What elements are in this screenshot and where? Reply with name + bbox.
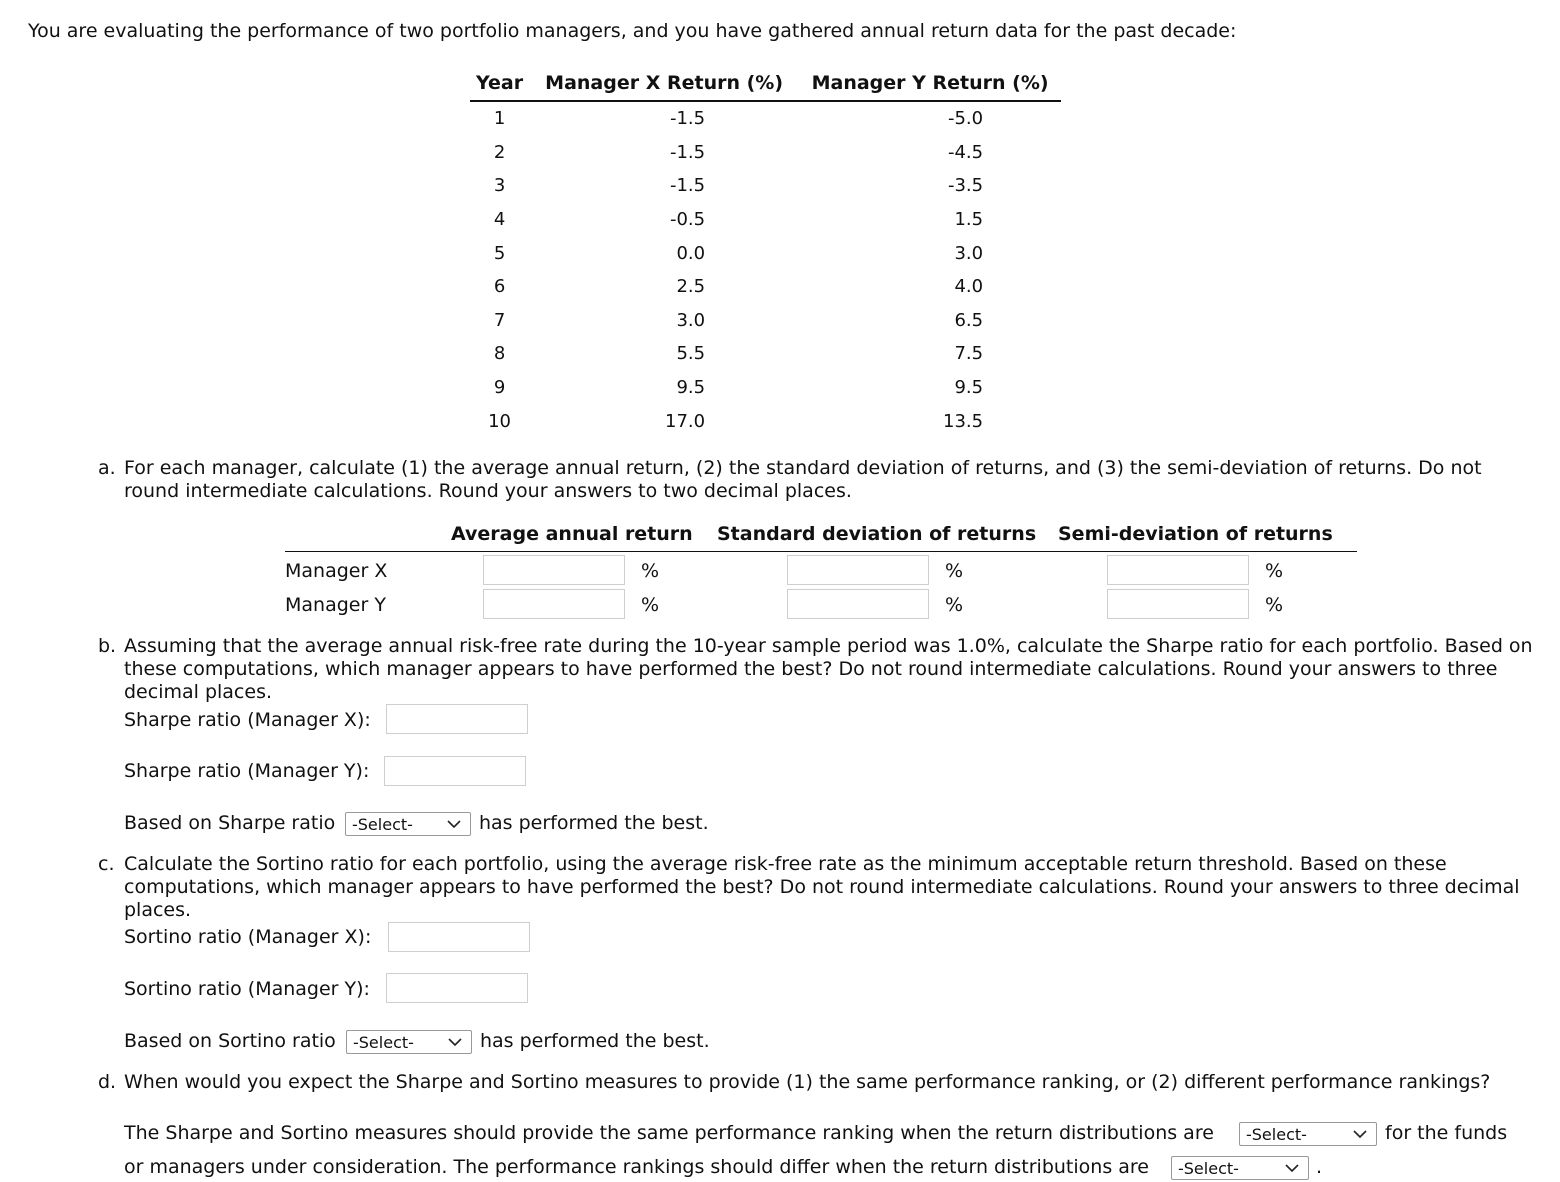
part-b-label: b. [98, 635, 117, 657]
part-d-line1-suffix: for the funds [1385, 1122, 1508, 1144]
chevron-down-icon [444, 815, 464, 833]
sortino-y-input[interactable] [386, 973, 528, 1003]
select-value: -Select- [352, 815, 413, 834]
manager-x-return: -0.5 [669, 209, 706, 231]
part-c-question [98, 853, 1538, 922]
col-header-average-return: Average annual return [451, 523, 693, 545]
manager-x-return: 5.5 [676, 343, 706, 365]
manager-x-return: -1.5 [669, 175, 706, 197]
percent-unit: % [641, 560, 660, 582]
row-label-manager-x: Manager X [285, 560, 388, 582]
sortino-best-select[interactable] [346, 1030, 472, 1054]
percent-unit: % [1265, 560, 1284, 582]
percent-unit: % [1265, 594, 1284, 616]
table-row [470, 101, 1061, 136]
row-label-manager-y: Manager Y [285, 594, 386, 616]
manager-y-return: 3.0 [954, 242, 984, 264]
part-b-text: Assuming that the average annual risk-free rate during the 10-year sample period was 1.0%, calculate the Sharpe ratio for each portfolio. Based on these computations, which manager appears to have performed the best? Do not round intermediate calculations. Round your answers to three decimal places. [124, 635, 1533, 703]
chevron-down-icon [1350, 1125, 1370, 1143]
col-header-semi-dev: Semi-deviation of returns [1058, 523, 1333, 545]
sortino-x-input[interactable] [388, 922, 530, 952]
sharpe-based-suffix: has performed the best. [479, 812, 709, 834]
manager-y-return: -4.5 [947, 141, 984, 163]
sortino-based-prefix: Based on Sortino ratio [124, 1030, 336, 1052]
percent-unit: % [945, 594, 964, 616]
year-cell: 7 [493, 309, 506, 331]
manager-y-return: 1.5 [954, 209, 984, 231]
part-c-text: Calculate the Sortino ratio for each portfolio, using the average risk-free rate as the minimum acceptable return threshold. Based on these computations, which manager appears to have performed the best? Do not round intermediate calculations. Round your answers to three decimal places. [124, 853, 1520, 921]
sortino-based-suffix: has performed the best. [480, 1030, 710, 1052]
year-cell: 2 [493, 141, 506, 163]
table-row [470, 304, 1061, 338]
manager-y-return: 9.5 [954, 377, 984, 399]
part-a-text: For each manager, calculate (1) the average annual return, (2) the standard deviation of returns, and (3) the semi-deviation of returns. Do not round intermediate calculations. Round your answers to two decimal places. [124, 457, 1482, 502]
table-row [470, 169, 1061, 203]
sharpe-x-input[interactable] [386, 704, 528, 734]
sharpe-best-select[interactable] [345, 812, 471, 836]
manager-y-return: 7.5 [954, 343, 984, 365]
col-header-manager-y: Manager Y Return (%) [799, 68, 1061, 101]
table-row [470, 136, 1061, 170]
table-row [470, 236, 1061, 270]
manager-x-semi-dev-input[interactable] [1107, 555, 1249, 585]
year-cell: 9 [493, 377, 506, 399]
header-divider [285, 551, 1357, 552]
different-ranking-select[interactable] [1171, 1156, 1309, 1180]
manager-x-return: 9.5 [676, 377, 706, 399]
manager-x-return: -1.5 [669, 108, 706, 130]
table-row [470, 371, 1061, 405]
year-cell: 5 [493, 242, 506, 264]
year-cell: 4 [493, 209, 506, 231]
part-d-text: When would you expect the Sharpe and Sortino measures to provide (1) the same performance ranking, or (2) different performance rankings? [124, 1071, 1491, 1093]
returns-table-header [470, 68, 1061, 101]
part-d-line2-prefix: or managers under consideration. The performance rankings should differ when the return distributions are [124, 1156, 1149, 1178]
sharpe-y-input[interactable] [384, 756, 526, 786]
sharpe-x-label: Sharpe ratio (Manager X): [124, 709, 371, 731]
manager-y-return: -3.5 [947, 175, 984, 197]
year-cell: 6 [493, 276, 506, 298]
manager-x-return: 0.0 [676, 242, 706, 264]
manager-y-return: 13.5 [943, 410, 984, 432]
select-value: -Select- [353, 1033, 414, 1052]
col-header-std-dev: Standard deviation of returns [717, 523, 1037, 545]
year-cell: 3 [493, 175, 506, 197]
same-ranking-select[interactable] [1239, 1122, 1377, 1146]
part-c-label: c. [98, 853, 115, 875]
col-header-year: Year [470, 68, 529, 101]
part-b-question [98, 635, 1538, 704]
part-d-line2-suffix: . [1316, 1156, 1323, 1178]
year-cell: 8 [493, 343, 506, 365]
part-a-question [98, 457, 1538, 503]
manager-y-average-input[interactable] [483, 589, 625, 619]
table-row [470, 270, 1061, 304]
percent-unit: % [945, 560, 964, 582]
col-header-manager-x: Manager X Return (%) [529, 68, 799, 101]
manager-x-return: 2.5 [676, 276, 706, 298]
manager-y-return: 4.0 [954, 276, 984, 298]
manager-x-return: 3.0 [676, 309, 706, 331]
manager-x-return: 17.0 [665, 410, 706, 432]
percent-unit: % [641, 594, 660, 616]
sharpe-based-prefix: Based on Sharpe ratio [124, 812, 336, 834]
part-d-label: d. [98, 1071, 117, 1093]
manager-x-return: -1.5 [669, 141, 706, 163]
sortino-x-label: Sortino ratio (Manager X): [124, 926, 372, 948]
year-cell: 1 [493, 108, 506, 130]
sortino-y-label: Sortino ratio (Manager Y): [124, 978, 370, 1000]
manager-x-average-input[interactable] [483, 555, 625, 585]
sharpe-y-label: Sharpe ratio (Manager Y): [124, 760, 370, 782]
manager-x-std-dev-input[interactable] [787, 555, 929, 585]
table-row [470, 337, 1061, 371]
part-d-line1-prefix: The Sharpe and Sortino measures should provide the same performance ranking when the return distributions are [124, 1122, 1214, 1144]
manager-y-return: 6.5 [954, 309, 984, 331]
table-row [470, 203, 1061, 237]
year-cell: 10 [488, 410, 511, 432]
returns-table [470, 68, 1061, 438]
manager-y-semi-dev-input[interactable] [1107, 589, 1249, 619]
select-value: -Select- [1246, 1125, 1307, 1144]
table-row [470, 404, 1061, 438]
chevron-down-icon [445, 1033, 465, 1051]
manager-y-std-dev-input[interactable] [787, 589, 929, 619]
intro-text: You are evaluating the performance of two portfolio managers, and you have gathered annual return data for the past decade: [28, 20, 1237, 42]
chevron-down-icon [1282, 1159, 1302, 1177]
part-a-label: a. [98, 457, 116, 479]
manager-y-return: -5.0 [947, 108, 984, 130]
part-d-question [98, 1071, 1538, 1094]
select-value: -Select- [1178, 1159, 1239, 1178]
